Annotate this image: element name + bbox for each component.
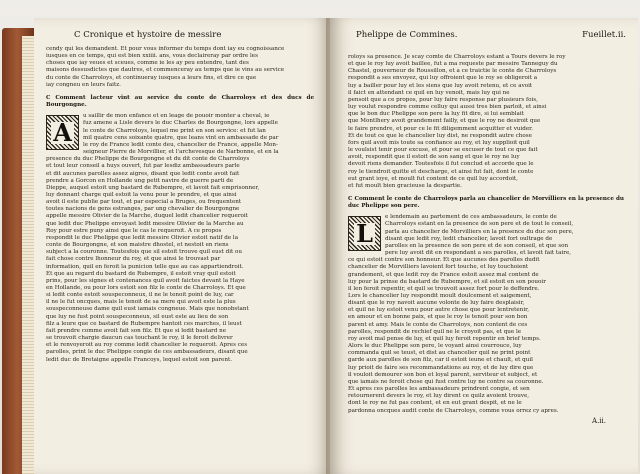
left-running-head: C Cronique et hystoire de messire	[74, 30, 222, 40]
right-running-head	[356, 30, 626, 40]
right-page	[330, 18, 638, 474]
right-running-title: Phelippe de Commines.	[356, 30, 458, 40]
text-line: que Montlhery avoit grandement failly, et que le roy ne desiroit que	[348, 118, 541, 125]
text-line: souspeconneuse dame quil eust iamais congneue. Mais que nonobstant	[46, 306, 249, 313]
text-line: luy pour la prinse du bastard de Rubempre, et sil estoit en son pouoir	[348, 278, 546, 285]
right-opening-paragraph	[348, 54, 624, 190]
text-line: que le bon duc Phelippe son pere la luy fit dire, si lui semblait	[348, 111, 524, 118]
text-line: respondit le duc Phelippe que ledit messire Olivier estoit natif de la	[46, 234, 239, 241]
text-line: cendy qui les demandent. Et pour vous informer du temps dont iay eu cognoissance	[46, 46, 285, 52]
text-line: ledit duc de Bretaigne appelle Francoys, lequel estoit son parent.	[46, 356, 232, 363]
text-line: fors quil avoit mis toute sa confiance au roy, et luy supplioit quil	[348, 139, 530, 146]
text-line: pere luy avoit dit en respondant a ses parolles, et lavoit fait taire,	[385, 250, 572, 257]
text-line: luy a bailler pour luy et les siens que luy avoit retenu, et ce avoit	[348, 82, 533, 89]
text-line: iay congneu en leurs faitz.	[46, 81, 121, 88]
text-line: se trouvoit chargie daucun cas touchant le roy, il le feroit delivrer	[46, 335, 233, 342]
text-line: pardonna oncques audit conte de Charroloys, comme vous orrez cy apres.	[348, 407, 559, 414]
text-line: choses que iay veues et sceues, comme ie les ay peu entendre, tant des	[46, 60, 249, 67]
text-line: Et apres ces parolles les ambassadeurs prindrent congie, et sen	[348, 386, 530, 393]
text-line: eut grant ioye, et moult fut content de ce quil luy accordoit,	[348, 175, 518, 182]
text-line: en amour et en bonne paix, et que le roy le tenoit pour son bon	[348, 314, 528, 321]
folio-number: Fueillet.ii.	[582, 30, 626, 40]
text-line: Charroloys estant en la presence de son pere et de tout le conseil,	[385, 221, 574, 228]
text-line: toutes nacions de gens estranges, par ung chevalier de Bourgongne	[46, 206, 240, 213]
text-line: en Hollande, ou pour lors estoit son filz le conte de Charroloys. Et que	[46, 285, 246, 291]
right-chapter-rubric: C Comment le conte de Charroloys parla au chancelier de Morvilliers en la presence du duc Phelippe son pere.	[348, 195, 624, 210]
text-line: et fut moult bien gracieuse la despartie.	[348, 182, 462, 189]
text-line: le voulsist tenir pour excuse, et pour se excuser de tout ce que fait	[348, 147, 538, 154]
right-chapter-body	[348, 214, 624, 414]
right-text-block	[348, 54, 624, 425]
text-line: que luy ne fust point souspeconneux, sil eust este au lieu de son	[46, 313, 229, 320]
text-line: presence du duc Phelippe de Bourgongne et du dit conte de Charroloys	[46, 156, 250, 163]
text-line: parolles, print le duc Phelippe congie de ces ambassadeurs, disant que	[46, 349, 248, 356]
text-line: que iamais ne feroit chose qui fust contre luy ne contre sa couronne.	[348, 378, 544, 385]
text-line: il ne le fut oncques, mais le tenoit de sa mere qui avoit este la plus	[46, 299, 236, 306]
left-drop-initial-letter: A	[53, 117, 72, 147]
text-line: iusques en ce temps, qui est bien xxiiii. ans, vous declaireray par ordre les	[46, 53, 258, 60]
text-line: Chastel, gouverneur de Roussillon, et a ce traictie le conte de Charroloys	[348, 68, 557, 75]
text-line: respondit a ses envoyez, qui luy offroient que le roy se obligeroit a	[348, 75, 538, 82]
text-line: si ledit conte estoit souspeconneux, il ne le tenoit point de luy, car	[46, 292, 234, 299]
text-line: le roy de France ledit conte deu, chancelier de France, appelle Mon-	[83, 141, 278, 148]
text-line: et quil ne luy estoit venu pour autre chose que pour lentretenir,	[348, 307, 529, 314]
text-line: Et de tout ce que le chancelier luy dist, ne respondit autre chose	[348, 132, 532, 139]
text-line: disant que le roy navoit aucune volonte de luy faire desplaisir,	[348, 300, 525, 307]
text-line: pensoit que a ce propos, pour luy faire response par plusieurs fois,	[348, 96, 538, 103]
right-drop-initial-letter: L	[356, 218, 373, 248]
text-line: commanda quil se teust, et dist au chancelier quil ne print point	[348, 350, 531, 357]
text-line: Alors le duc Phelippe son pere, le voyant ainsi courrouce, luy	[348, 343, 522, 350]
signature-mark: A.ii.	[592, 416, 606, 425]
left-text-block	[46, 46, 314, 364]
left-drop-initial	[46, 115, 79, 150]
text-line: Roy pour estre puny ainsi que le cas le requeroit. A ce propos	[46, 227, 222, 234]
text-line: que ledit duc Phelippe envoyast ledit messire Olivier de la Marche au	[46, 220, 244, 227]
text-line: parla au chancelier de Morvilliers en la presence du duc son pere,	[385, 228, 574, 235]
left-page	[34, 18, 330, 474]
text-line: subject a la couronne. Toutesfois que sil estoit trouve quil eust dit ou	[46, 249, 243, 256]
left-chapter-rubric: C Comment lacteur vint au service du conte de Charroloys et des ducs de Bourgongne.	[46, 94, 314, 109]
text-line: ce qui estoit contre son honneur. Et que aucunes des parolles dudit	[348, 257, 540, 264]
text-line: luy prioit de faire ses recommandations au roy, et de luy dire que	[348, 364, 534, 371]
text-line: il len feroit repentir, et quil se trouvoit assez fort pour le deffendre.	[348, 285, 540, 292]
right-drop-initial	[348, 216, 381, 251]
text-line: seigneur Pierre de Morvillier, et l'archevesque de Narbonne, et en la	[83, 149, 279, 156]
text-line: roy le tiendroit quitte et descharge, et ainsi fut fait, dont le conte	[348, 168, 534, 175]
text-line: Et que au regard du bastard de Rubempre, il estoit vray quil estoit	[46, 270, 236, 277]
left-chapter-body	[46, 113, 314, 363]
text-line: le faire prendre, et pour ce le fit diligemment acquitter et vuider.	[348, 125, 534, 132]
text-line: disant que ledit roy, ledit chancelier, lavoit fort oultrage de	[385, 235, 553, 242]
text-line: grandement, et que ledit roy de France estoit assez mal content de	[348, 271, 539, 278]
left-chapter-lines	[46, 113, 314, 363]
text-line: roloys sa presence. Je scay comte de Charroloys estant a Tours devers le roy	[348, 54, 566, 60]
text-line: et tout leur conseil a huys ouvert, fut par lesdiz ambassadeurs parle	[46, 163, 240, 170]
text-line: appelle messire Olivier de la Marche, duquel ledit chancelier requeroit	[46, 213, 248, 220]
text-line: luy voulut respondre comme celluy qui aussi tres bien parloit, et ainsi	[348, 104, 547, 111]
text-line: filz a leure que ce bastard de Rubempre hantoit ces marches, il leust	[46, 320, 242, 327]
text-line: maisons dessusdictes que dautres, et commenceray au temps que ie vins au service	[46, 67, 285, 74]
left-opening-paragraph	[46, 46, 314, 89]
text-line: parolles, respondit de rechief quil ne le croyoit pas, et que le	[348, 328, 522, 335]
text-line: fuz amene a Lisle devers le duc Charles de Bourgongne, lors appelle	[83, 120, 278, 127]
text-line: et dit aucunes parolles assez aigres, disant que ledit conte avoit fait	[46, 170, 240, 177]
text-line: et le renvoyeroit au roy comme ledit chancelier le requeroit. Apres ces	[46, 342, 248, 349]
text-line: parent et amy. Mais le conte de Charroloys, non content de ces	[348, 321, 528, 328]
text-line: u saillir de mon enfance et en leage de pouoir monter a cheval, ie	[83, 113, 270, 120]
text-line: mil quatre cens soixante quatre, que leans vint en ambassade de par	[83, 134, 279, 141]
text-line: prins, pour les signes et contenances quil avoit faictes devant la Haye	[46, 277, 245, 284]
text-line: devoit riens demander. Toutesfois il fut conclud et accorde que le	[348, 161, 534, 168]
text-line: et que le roy luy avoit baillee, fut a ma requeste par messire Tanneguy du	[348, 61, 558, 68]
text-line: conte de Bourgongne, et son maistre dhostel, et nestoit en riens	[46, 242, 229, 249]
text-line: information, quil en feroit la punicion telle que au cas appartiendroit.	[46, 263, 244, 270]
right-chapter-lines	[348, 214, 624, 414]
text-line: e lendemain au partement de ces ambassadeurs, le conte de	[385, 214, 557, 221]
text-line: avoit, respondit que il estoit de son sang et que le roy ne luy	[348, 154, 520, 161]
text-line: avoit il este publie par tout, et par especial a Bruges, ou frequentent	[46, 199, 242, 206]
text-line: roy avoit mal pense de luy, et quil luy feroit repentir en brief temps.	[348, 335, 541, 342]
text-line: fait prendre comme avoit fait son filz. Et que si ledit bastard ne	[46, 327, 227, 334]
text-line: fait chose contre lhonneur du roy, et que ainsi le trouvast par	[46, 256, 221, 263]
text-line: il vouloit demourer son bon et loyal parent, serviteur et subject, et	[348, 371, 538, 378]
text-line: prendre a Gorcon en Hollande ung petit navire de guerre parti de	[46, 177, 234, 184]
text-line: garde aux parolles de son filz, car il estoit ieune et chault, et quil	[348, 357, 533, 364]
text-line: retournerent devers le roy, et luy dirent ce quilz avoient trouve,	[348, 393, 530, 400]
text-line: Lors le chancelier luy respondit moult doulcement et saigement,	[348, 293, 532, 299]
text-line: dont le roy ne fut pas content, et en eut grant despit, et ne le	[348, 400, 522, 407]
text-line: luy donnant charge quil estoit la venu pour le prendre, et que ainsi	[46, 191, 237, 198]
text-line: du conte de Charroloys, et continueray iusques a leurs fins, et dire ce que	[46, 74, 257, 81]
text-line: Dieppe, auquel estoit ung bastard de Rubempre, et lavoit fait emprisonner,	[46, 184, 260, 191]
text-line: parolles en la presence de son pere et de son conseil, et que son	[385, 242, 569, 249]
text-line: chancelier de Morvilliers lavoient fort touche, et luy touchoient	[348, 264, 529, 271]
text-line: le conte de Charroloys, lequel me print en son service: et fut lan	[83, 127, 266, 134]
text-line: il faict en attendant ce quil en luy venoit, mais luy qui ne	[348, 89, 510, 96]
